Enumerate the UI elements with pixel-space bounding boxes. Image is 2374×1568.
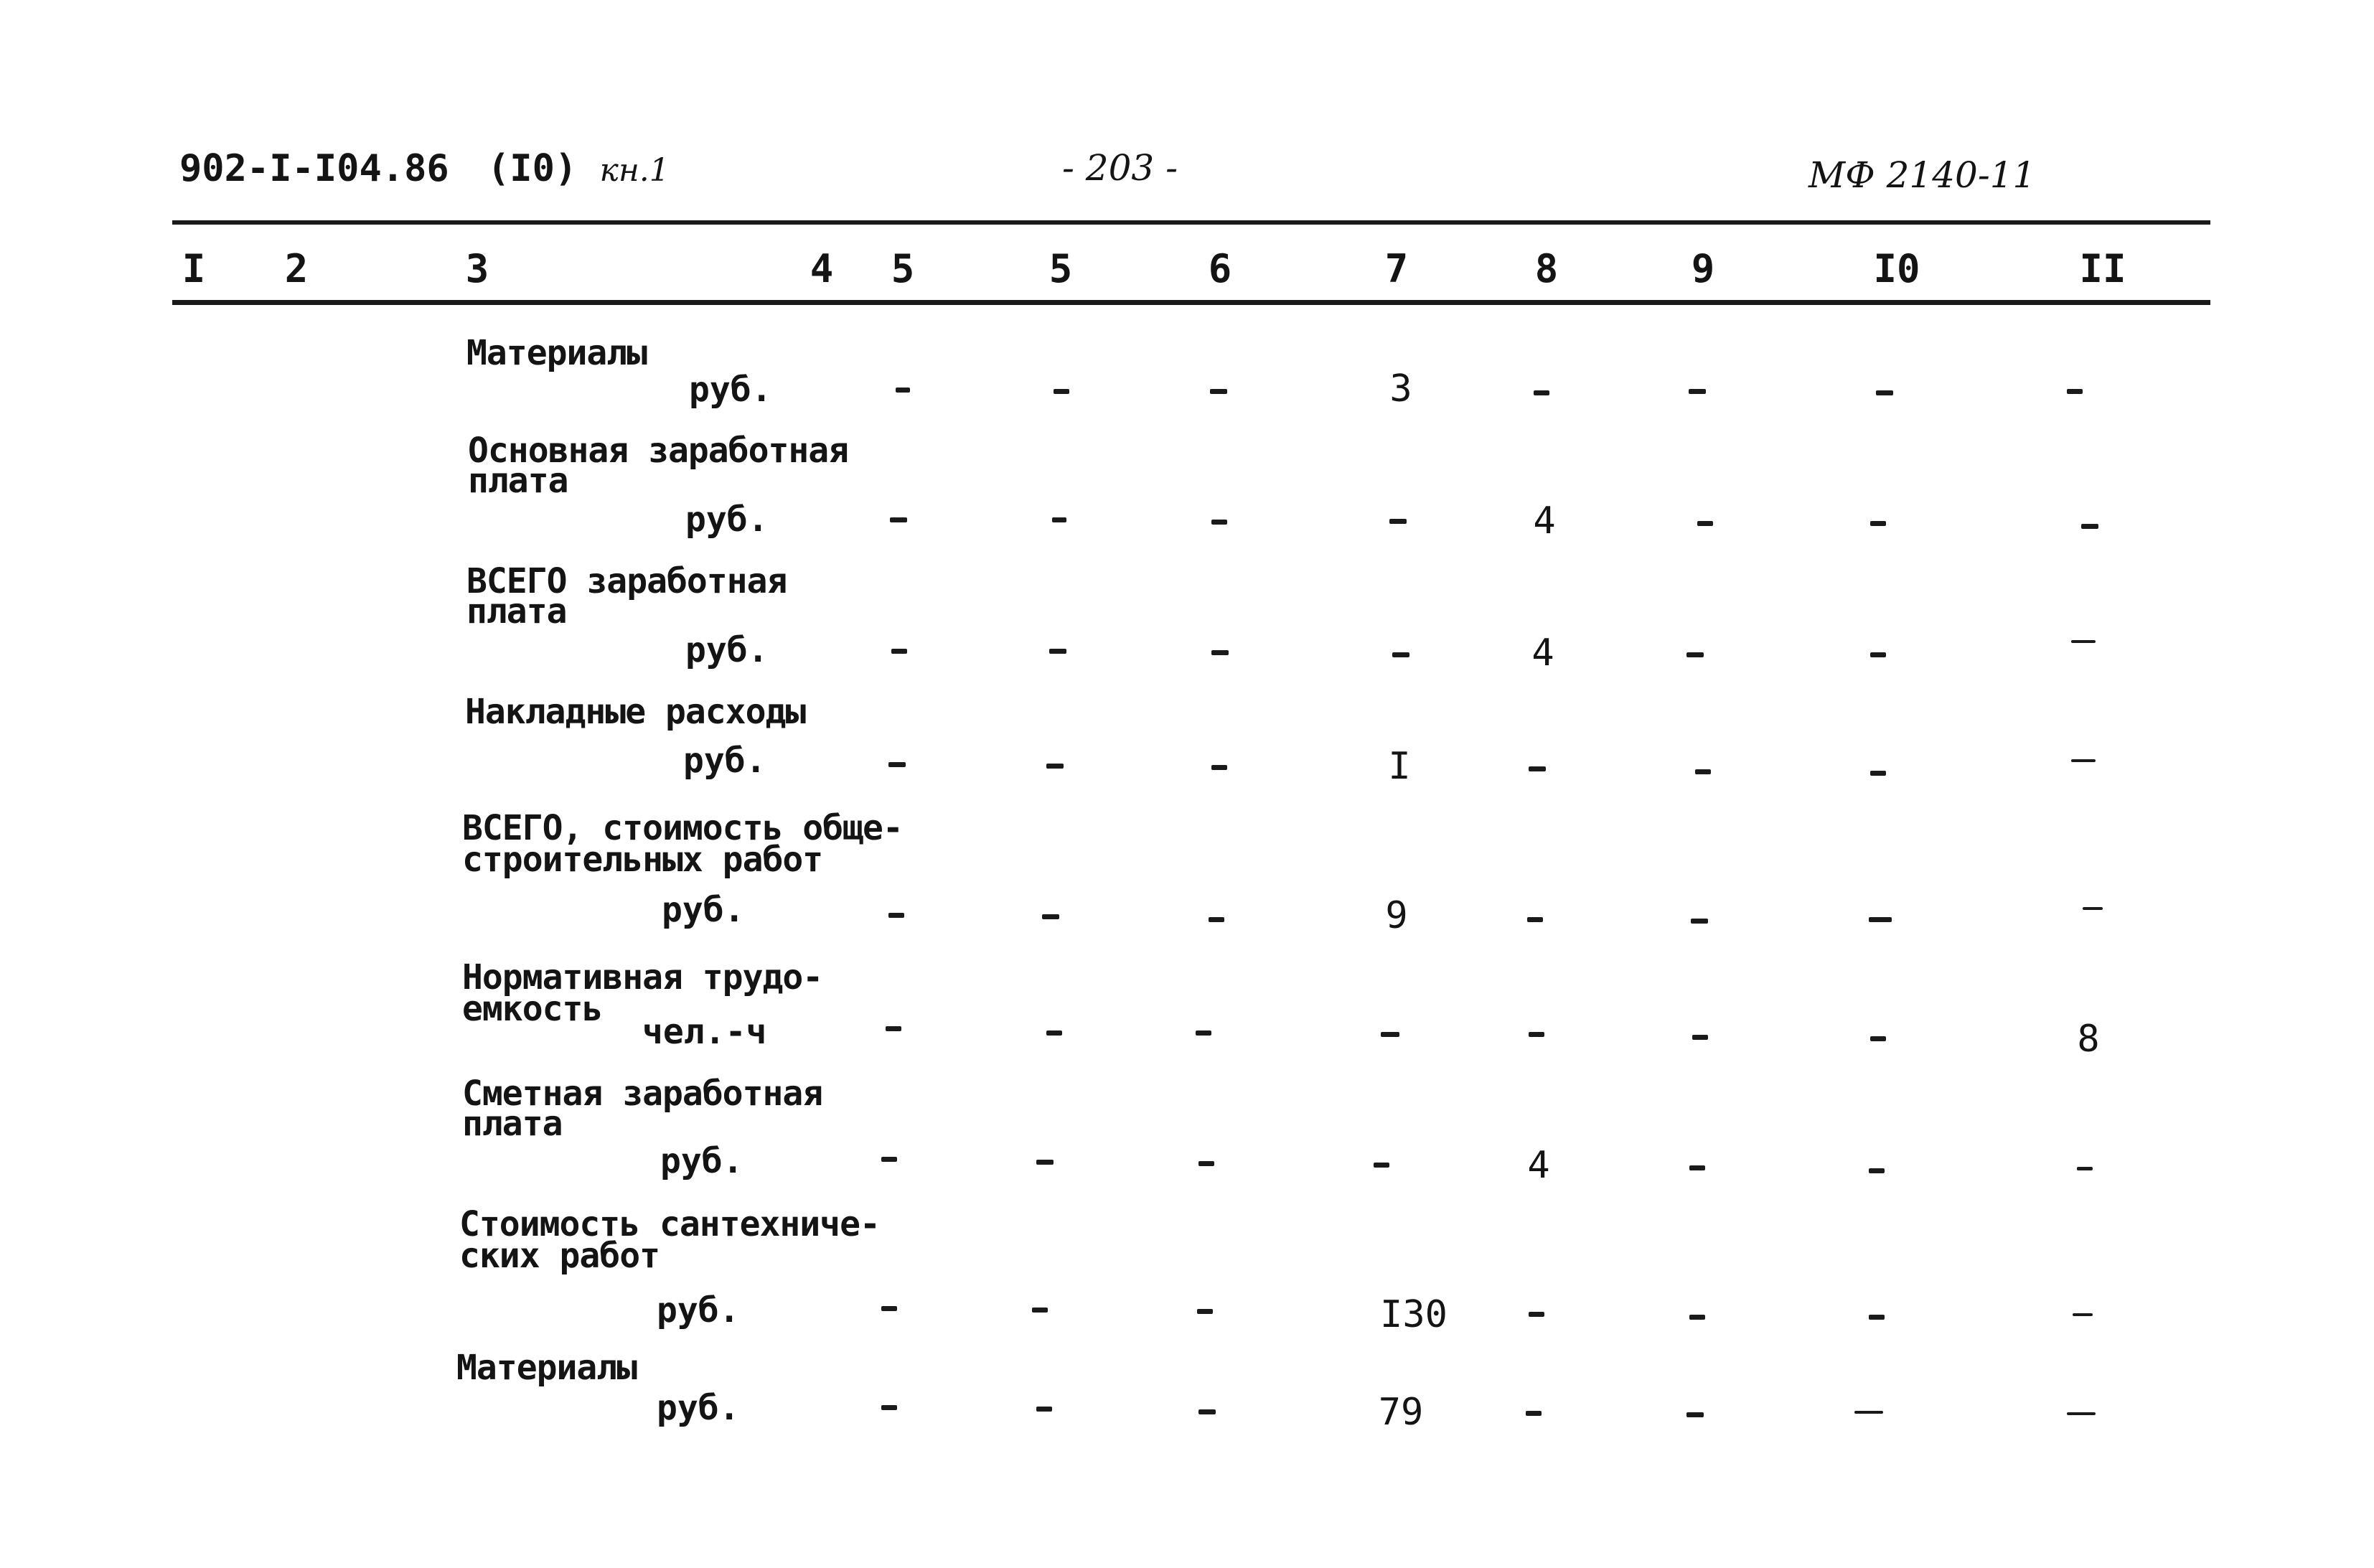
value-dash [1697,521,1713,526]
value-dash [1211,520,1227,525]
row-label: плата [462,1104,563,1144]
row-unit: руб. [660,1141,743,1181]
row-label: Основная заработная [468,431,849,471]
value-dash [1869,1315,1885,1320]
value-dash [1197,1309,1213,1314]
value-dash [1046,1031,1062,1036]
value-dash [1870,652,1886,657]
value-dash [1870,771,1886,776]
doc-code-number: 902-I-I04.86 [179,147,449,190]
row-unit: руб. [685,499,769,540]
value-dash [881,1157,897,1162]
value-dash [1695,769,1711,774]
row-label: плата [466,591,567,632]
col-num: 9 [1691,246,1715,291]
value-dash [888,913,904,918]
value-dash [1692,1035,1708,1040]
row-label: Нормативная трудо- [462,957,823,997]
value-dash [2071,759,2096,762]
value-dash [1054,389,1069,394]
value-dash [1870,521,1886,526]
col-num: 7 [1384,246,1409,291]
value-dash [2083,907,2103,910]
value-dash [1527,917,1543,922]
row-unit: руб. [657,1290,740,1330]
value-cell: 9 [1385,894,1408,937]
row-label: Материалы [456,1348,637,1388]
row-unit: руб. [683,741,766,781]
doc-book: кн.1 [599,152,670,189]
row-unit: руб. [662,890,745,930]
value-dash [1042,914,1059,919]
row-label: Стоимость сантехниче- [459,1204,880,1244]
row-label: ских работ [459,1236,660,1276]
col-num: 5 [891,246,915,291]
value-dash [1529,1312,1544,1317]
value-dash [1691,919,1708,924]
value-cell: 4 [1531,632,1554,675]
value-dash [1534,390,1549,395]
archive-code: МФ 2140-11 [1808,154,2036,196]
value-dash [1198,1161,1214,1166]
row-label: ВСЕГО, стоимость обще- [462,808,903,848]
value-dash [1211,650,1229,655]
row-label: Материалы [466,333,647,373]
col-num: II [2079,246,2126,291]
row-label: Накладные расходы [465,692,806,732]
value-dash [1032,1308,1048,1313]
value-cell: I30 [1380,1293,1448,1336]
value-dash [1046,764,1064,769]
col-num: I [182,246,206,291]
value-dash [1389,519,1407,524]
row-label: емкость [462,989,603,1029]
page-number: - 203 - [1062,147,1178,189]
value-dash [890,517,907,522]
value-dash [2081,524,2098,529]
col-num: 8 [1534,246,1559,291]
value-dash [2071,640,2096,643]
value-dash [888,762,906,767]
value-dash [896,388,910,393]
value-dash [2077,1167,2093,1170]
doc-code [179,147,670,190]
value-dash [1036,1160,1054,1165]
value-dash [1196,1031,1211,1036]
value-dash [2067,389,2083,394]
value-dash [1870,1036,1886,1041]
value-dash [1529,766,1546,771]
col-num: 6 [1208,246,1232,291]
value-dash [1198,1409,1216,1414]
value-dash [1036,1407,1052,1412]
row-label: строительных работ [462,840,823,880]
value-dash [1049,649,1066,654]
row-label: плата [468,461,568,501]
col-num: 2 [284,246,309,291]
value-dash [1381,1032,1399,1037]
value-dash [1686,652,1704,657]
col-num: I0 [1873,246,1920,291]
doc-part: (I0) [487,147,578,190]
value-dash [1869,917,1892,922]
value-dash [881,1306,897,1311]
value-dash [1689,1315,1705,1320]
value-cell: 4 [1533,499,1556,543]
value-dash [881,1405,897,1410]
value-dash [1211,765,1227,770]
col-num: 3 [465,246,489,291]
row-unit: чел.-ч [642,1012,767,1052]
row-label: Сметная заработная [462,1074,823,1114]
value-dash [886,1026,901,1031]
value-dash [1854,1411,1883,1414]
value-cell: 4 [1527,1144,1550,1187]
value-dash [2073,1313,2093,1316]
value-dash [1526,1411,1542,1416]
row-unit: руб. [685,630,769,670]
col-num: 4 [810,246,834,291]
value-dash [1529,1032,1544,1037]
value-cell: 3 [1389,367,1412,410]
top-rule [172,220,2210,225]
value-cell: I [1388,745,1411,788]
value-dash [1052,517,1066,522]
value-dash [1209,917,1224,922]
value-dash [1689,1165,1705,1170]
value-dash [1689,389,1706,394]
row-label: ВСЕГО заработная [466,561,787,601]
value-dash [1686,1412,1704,1417]
value-dash [1374,1163,1389,1168]
value-dash [1876,390,1893,395]
value-dash [1210,389,1227,394]
value-dash [2067,1412,2096,1415]
row-unit: руб. [689,370,772,410]
value-dash [891,649,907,654]
value-dash [1392,652,1409,657]
value-dash [1869,1168,1885,1173]
value-cell: 8 [2077,1018,2100,1061]
row-unit: руб. [657,1388,740,1428]
col-num: 5 [1048,246,1073,291]
value-cell: 79 [1378,1391,1424,1434]
header-rule [172,300,2210,305]
